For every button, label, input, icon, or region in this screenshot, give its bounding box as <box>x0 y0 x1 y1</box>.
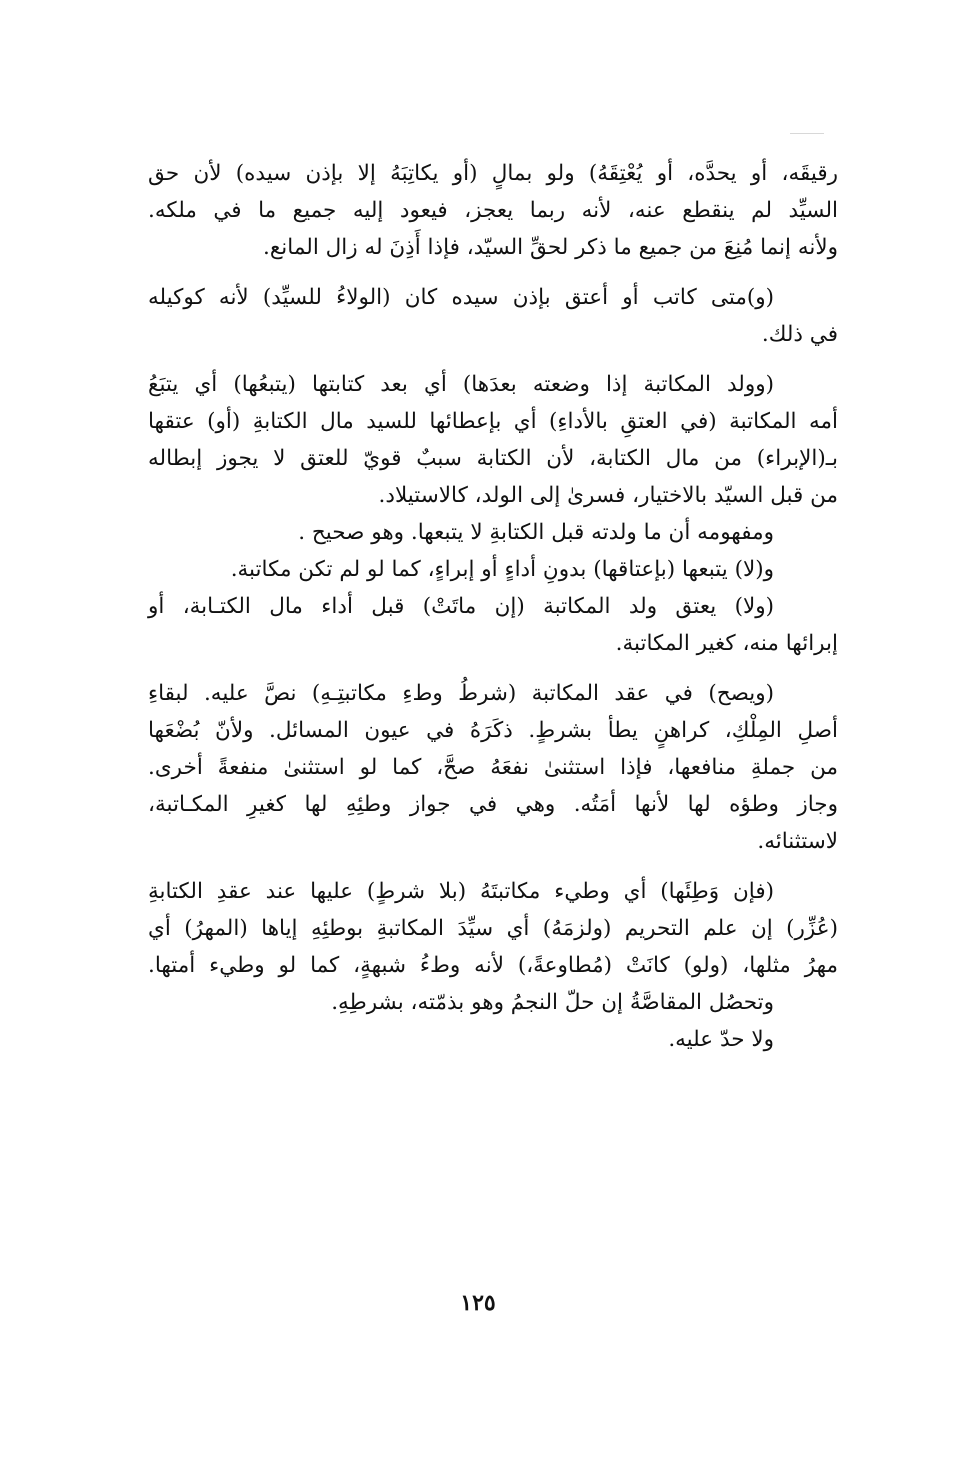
text-line: لاستثنائه. <box>757 829 838 854</box>
paragraph-gap <box>148 266 838 279</box>
text-line: السيِّد لم ينقطع عنه، لأنه ربما يعجز، فيعود إليه جميع ما في ملكه. <box>148 198 838 223</box>
paragraph-gap <box>148 662 838 675</box>
text-line: وتحصُل المقاصَّةُ إن حلّ النجمُ وهو بذمّته، بشرطِهِ. <box>331 990 774 1015</box>
text-line: ومفهومه أن ما ولدته قبل الكتابةِ لا يتبعها. وهو صحيح . <box>298 520 774 545</box>
text-line: (وولد المكاتبة إذا وضعته بعدَها) أي بعد كتابتها (يتبعُها) أي يتبَعُ <box>148 372 774 397</box>
paragraph <box>148 279 838 353</box>
paragraph <box>148 873 838 1058</box>
text-line: مهرُ مثلها، (ولو) كانَتْ (مُطاوعةً،) لأنه وطءُ شبهةٍ، كما لو وطيء أمتها. <box>148 953 838 978</box>
paragraph-gap <box>148 860 838 873</box>
page-body <box>148 155 838 1058</box>
text-line: أصلِ المِلْكِ، كراهنٍ يطأ بشرطٍ. ذكَرَهُ في عيون المسائل. ولأنّ بُضْعَها <box>148 718 838 743</box>
text-line: (فإن وَطِئَها) أي وطيء مكاتبتَهُ (بلا شرطٍ) عليها عند عقدِ الكتابةِ <box>148 879 774 904</box>
paragraph <box>148 155 838 266</box>
text-line: إبرائها منه، كغير المكاتبة. <box>615 631 838 656</box>
text-line: من جملةِ منافعها، فإذا استثنىٰ نفعَهُ صحَّ، كما لو استثنىٰ منفعةً أخرى. <box>148 755 838 780</box>
text-line: أمه المكاتبة (في العتقِ بالأداءِ) أي بإعطائها للسيد مال الكتابةِ (أو) عتقها <box>148 409 838 434</box>
text-line: ولا حدّ عليه. <box>668 1027 774 1052</box>
paragraph <box>148 675 838 860</box>
paragraph-gap <box>148 353 838 366</box>
paragraph <box>148 366 838 662</box>
text-line: في ذلك. <box>761 322 838 347</box>
text-line: ولأنه إنما مُنِعَ من جميع ما ذكر لحقِّ السيّد، فإذا أَذِنَ له زال المانع. <box>263 235 838 260</box>
text-line: (ولا) يعتق ولد المكاتبة (إن ماتَتْ) قبل أداء مال الكتـابة، أو <box>148 594 774 619</box>
page-number: ١٢٥ <box>460 1290 496 1316</box>
text-line: وجاز وطؤه لها لأنها أمَتُه. وهي في جواز وطئِهِ لها كغيرِ المكـاتبة، <box>148 792 838 817</box>
text-line: (و)متى كاتب أو أعتق بإذن سيده كان (الولاءُ للسيِّد) لأنه كوكيله <box>148 285 774 310</box>
page-corner-mark <box>790 133 824 134</box>
text-line: من قبل السيّد بالاختيار، فسرىٰ إلى الولد، كالاستيلاد. <box>378 483 838 508</box>
text-line: و(لا) يتبعها (بإعتاقها) بدونِ أداءٍ أو إبراءٍ، كما لو لم تكن مكاتبة. <box>230 557 774 582</box>
text-line: رقيقَه، أو يحدَّه، أو يُعْتِقَهُ) ولو بمالٍ (أو يكاتِبَهُ إلا بإذن سيده) لأن حق <box>148 161 838 186</box>
text-line: (عُزِّر) إن علم التحريم (ولزمَهُ) أي سيِّدَ المكاتبةِ بوطئِهِ إياها (المهرُ) أي <box>148 916 838 941</box>
text-line: بـ(الإبراء) من مال الكتابة، لأن الكتابة سببٌ قويّ للعتق لا يجوز إبطاله <box>148 446 838 471</box>
text-line: (ويصح) في عقد المكاتبة (شرطُ وطءِ مكاتبتِـهِ) نصَّ عليه. لبقاءِ <box>148 681 774 706</box>
